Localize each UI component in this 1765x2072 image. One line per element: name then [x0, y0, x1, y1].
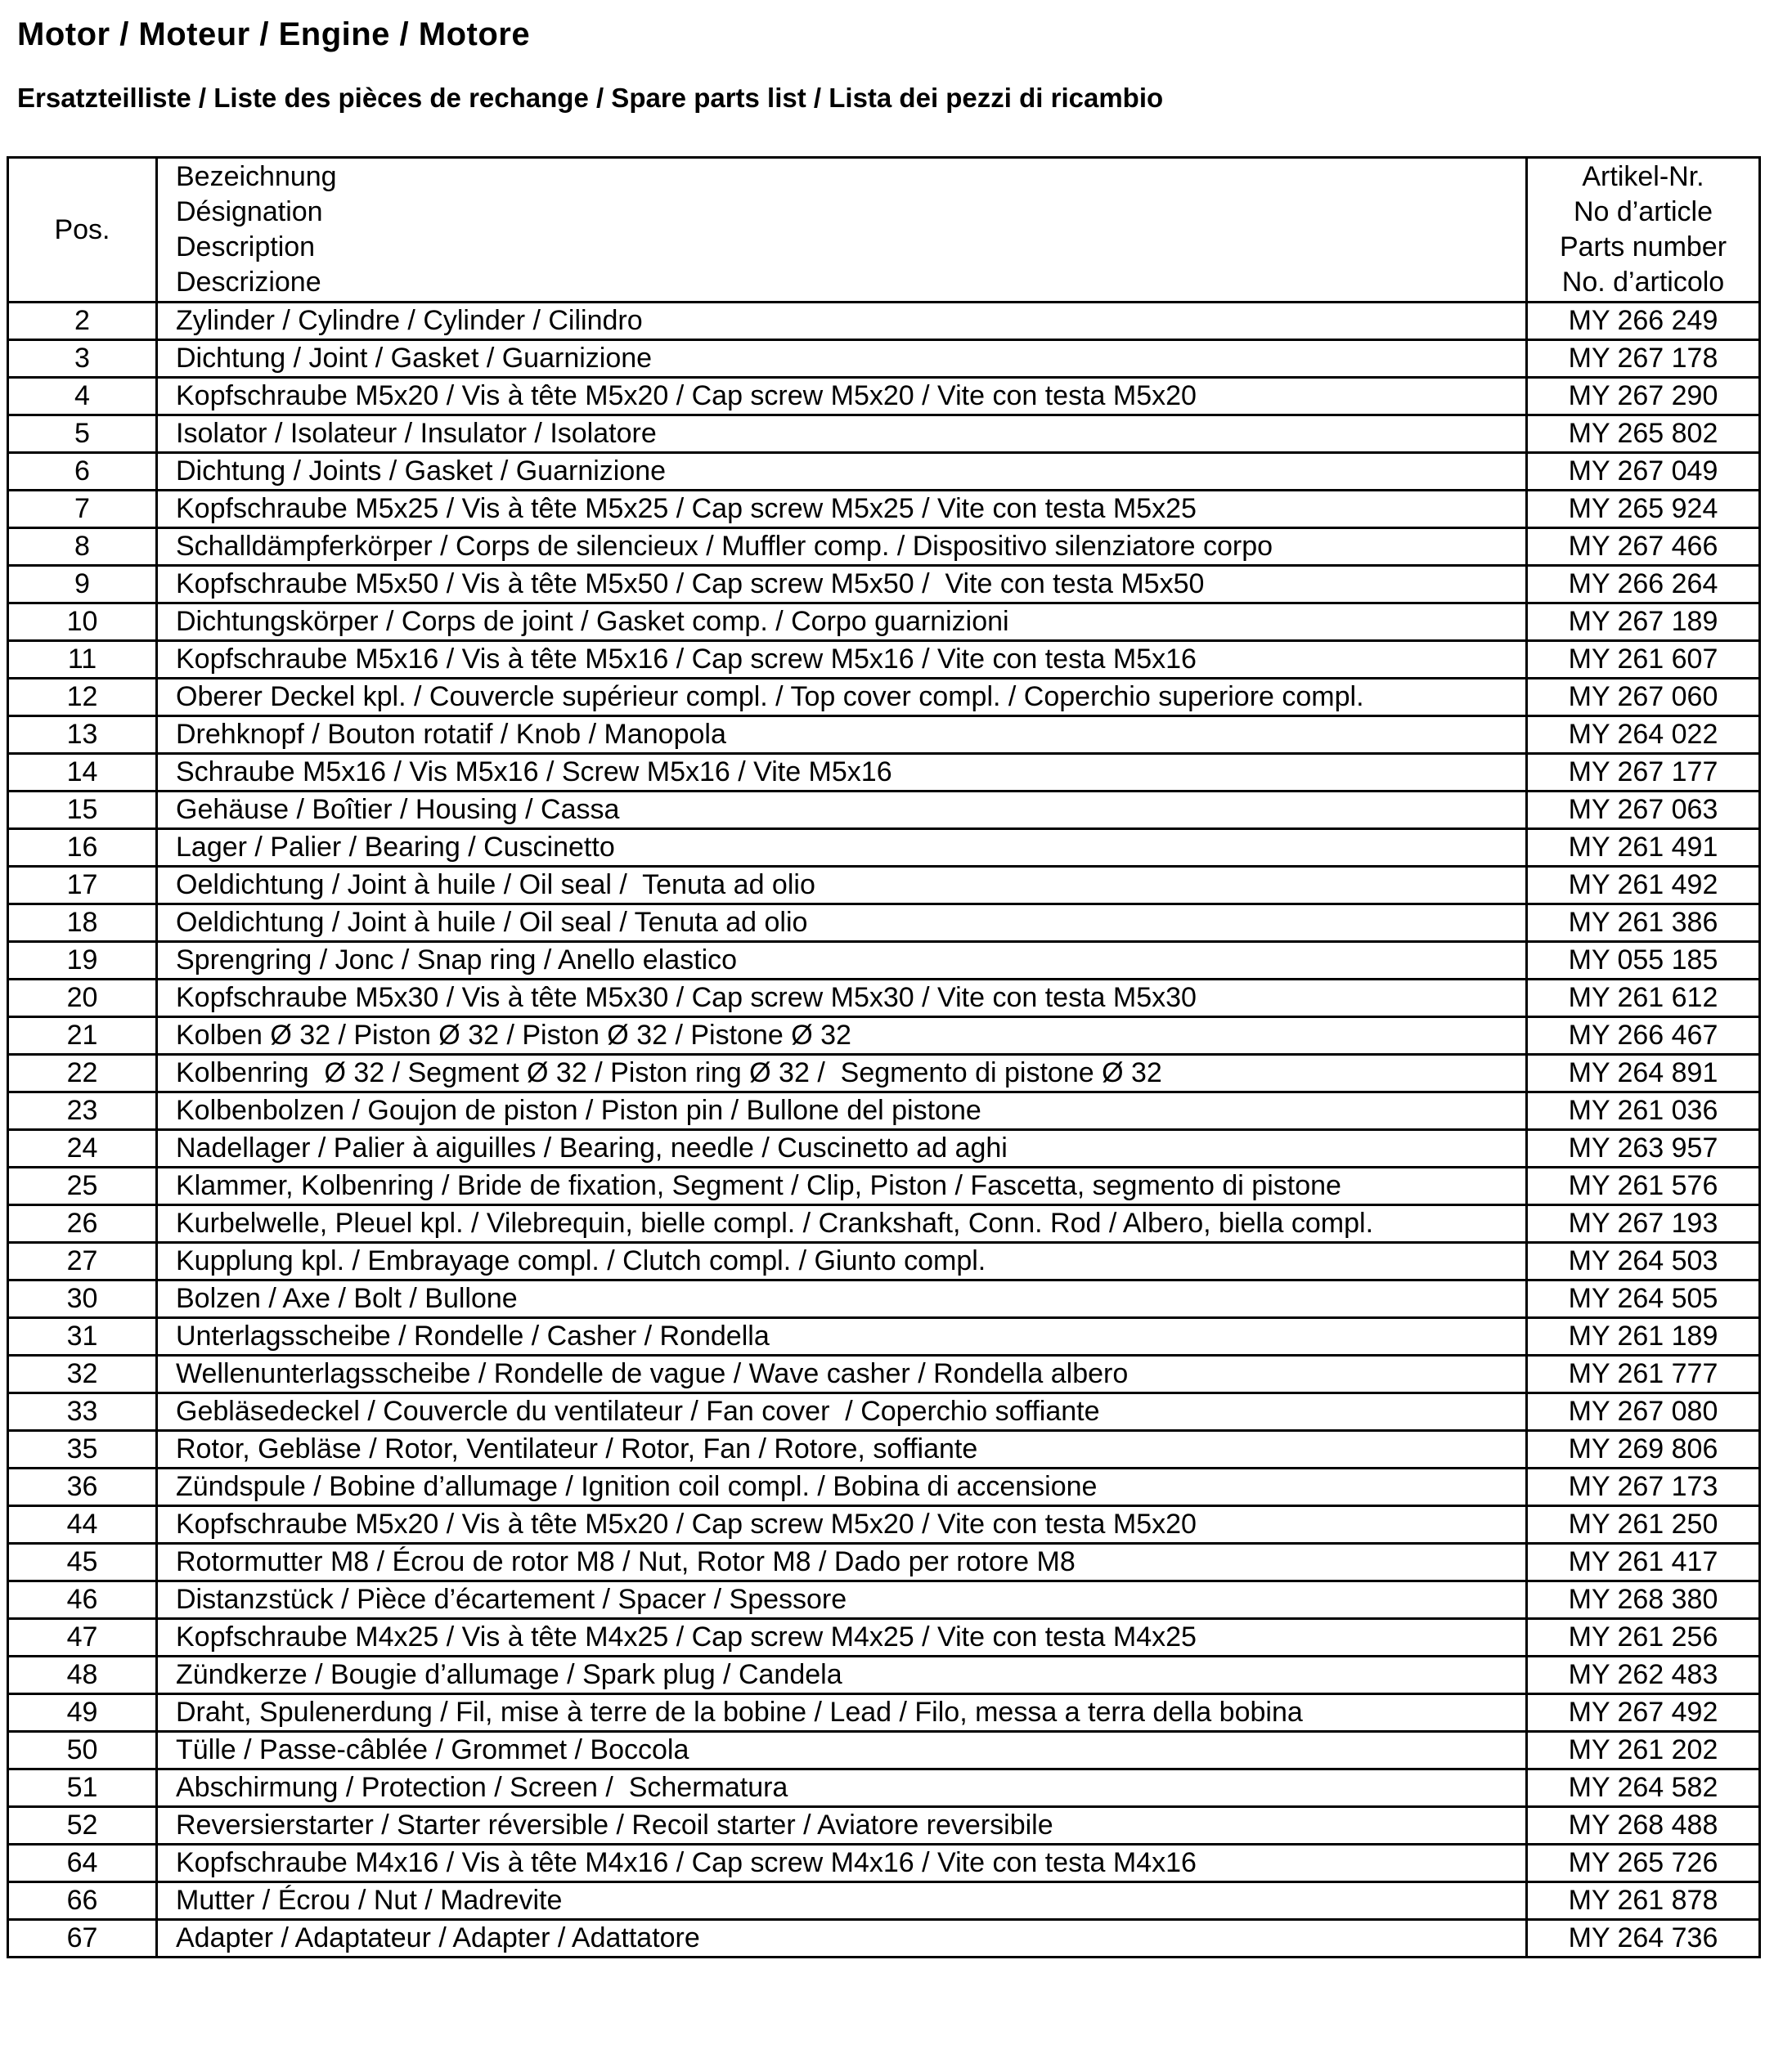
- article-cell: MY 267 466: [1527, 528, 1760, 566]
- pos-cell: 30: [8, 1280, 157, 1318]
- table-row: [8, 1657, 1760, 1694]
- article-cell: MY 266 249: [1527, 303, 1760, 340]
- description-header-line-en: Description: [176, 231, 316, 262]
- description-cell: Wellenunterlagsscheibe / Rondelle de vague / Wave casher / Rondella albero: [157, 1356, 1527, 1393]
- page-subtitle: Ersatzteilliste / Liste des pièces de rechange / Spare parts list / Lista dei pezzi di ricambio: [17, 83, 1164, 113]
- table-row: [8, 1807, 1760, 1845]
- article-cell: MY 267 178: [1527, 340, 1760, 378]
- description-cell: Kolbenring Ø 32 / Segment Ø 32 / Piston ring Ø 32 / Segmento di pistone Ø 32: [157, 1055, 1527, 1092]
- article-cell: MY 266 467: [1527, 1017, 1760, 1055]
- table-row: [8, 491, 1760, 528]
- article-cell: MY 267 173: [1527, 1469, 1760, 1506]
- pos-cell: 3: [8, 340, 157, 378]
- description-header-line-it: Descrizione: [176, 267, 321, 298]
- table-header: [8, 158, 1760, 303]
- pos-cell: 9: [8, 566, 157, 603]
- article-cell: MY 261 250: [1527, 1506, 1760, 1544]
- description-cell: Zündspule / Bobine d’allumage / Ignition coil compl. / Bobina di accensione: [157, 1469, 1527, 1506]
- table-row: [8, 1017, 1760, 1055]
- table-row: [8, 1882, 1760, 1920]
- pos-cell: 46: [8, 1581, 157, 1619]
- article-cell: MY 261 189: [1527, 1318, 1760, 1356]
- article-cell: MY 268 488: [1527, 1807, 1760, 1845]
- pos-cell: 18: [8, 904, 157, 942]
- article-cell: MY 268 380: [1527, 1581, 1760, 1619]
- article-cell: MY 261 878: [1527, 1882, 1760, 1920]
- description-cell: Dichtung / Joint / Gasket / Guarnizione: [157, 340, 1527, 378]
- description-header-line-de: Bezeichnung: [176, 161, 337, 192]
- article-cell: MY 055 185: [1527, 942, 1760, 980]
- article-header-line-en: Parts number: [1559, 231, 1727, 262]
- description-cell: Zündkerze / Bougie d’allumage / Spark plug / Candela: [157, 1657, 1527, 1694]
- description-cell: Oberer Deckel kpl. / Couvercle supérieur compl. / Top cover compl. / Coperchio superiore compl.: [157, 679, 1527, 716]
- table-row: [8, 1469, 1760, 1506]
- description-cell: Kopfschraube M5x20 / Vis à tête M5x20 / Cap screw M5x20 / Vite con testa M5x20: [157, 1506, 1527, 1544]
- description-cell: Zylinder / Cylindre / Cylinder / Cilindro: [157, 303, 1527, 340]
- description-cell: Bolzen / Axe / Bolt / Bullone: [157, 1280, 1527, 1318]
- article-cell: MY 263 957: [1527, 1130, 1760, 1168]
- pos-cell: 11: [8, 641, 157, 679]
- table-row: [8, 1318, 1760, 1356]
- parts-table-body: [8, 303, 1760, 1958]
- article-cell: MY 261 576: [1527, 1168, 1760, 1205]
- article-header-line-it: No. d’articolo: [1561, 267, 1725, 298]
- description-cell: Klammer, Kolbenring / Bride de fixation, Segment / Clip, Piston / Fascetta, segmento di pistone: [157, 1168, 1527, 1205]
- table-row: [8, 1280, 1760, 1318]
- table-row: [8, 1694, 1760, 1732]
- table-row: [8, 1732, 1760, 1769]
- article-cell: MY 267 063: [1527, 792, 1760, 829]
- table-row: [8, 1581, 1760, 1619]
- description-cell: Lager / Palier / Bearing / Cuscinetto: [157, 829, 1527, 867]
- table-row: [8, 1205, 1760, 1243]
- article-cell: MY 269 806: [1527, 1431, 1760, 1469]
- header-row: [8, 158, 1760, 303]
- article-cell: MY 264 503: [1527, 1243, 1760, 1280]
- description-cell: Abschirmung / Protection / Screen / Schermatura: [157, 1769, 1527, 1807]
- spare-parts-table: [7, 156, 1761, 1958]
- description-cell: Kopfschraube M5x16 / Vis à tête M5x16 / Cap screw M5x16 / Vite con testa M5x16: [157, 641, 1527, 679]
- description-cell: Tülle / Passe-câblée / Grommet / Boccola: [157, 1732, 1527, 1769]
- pos-cell: 25: [8, 1168, 157, 1205]
- description-cell: Kopfschraube M5x20 / Vis à tête M5x20 / Cap screw M5x20 / Vite con testa M5x20: [157, 378, 1527, 415]
- table-row: [8, 415, 1760, 453]
- description-cell: Kopfschraube M5x30 / Vis à tête M5x30 / Cap screw M5x30 / Vite con testa M5x30: [157, 980, 1527, 1017]
- description-cell: Gehäuse / Boîtier / Housing / Cassa: [157, 792, 1527, 829]
- description-header-line-fr: Désignation: [176, 196, 323, 227]
- article-cell: MY 261 417: [1527, 1544, 1760, 1581]
- pos-cell: 36: [8, 1469, 157, 1506]
- description-cell: Kupplung kpl. / Embrayage compl. / Clutch compl. / Giunto compl.: [157, 1243, 1527, 1280]
- table-row: [8, 754, 1760, 792]
- pos-cell: 20: [8, 980, 157, 1017]
- article-header-line-de: Artikel-Nr.: [1582, 161, 1704, 192]
- table-row: [8, 453, 1760, 491]
- description-cell: Adapter / Adaptateur / Adapter / Adattatore: [157, 1920, 1527, 1958]
- description-cell: Schalldämpferkörper / Corps de silencieux / Muffler comp. / Dispositivo silenziatore corpo: [157, 528, 1527, 566]
- pos-cell: 16: [8, 829, 157, 867]
- article-cell: MY 265 726: [1527, 1845, 1760, 1882]
- article-cell: MY 265 802: [1527, 415, 1760, 453]
- page-title: Motor / Moteur / Engine / Motore: [17, 16, 531, 52]
- pos-cell: 32: [8, 1356, 157, 1393]
- pos-cell: 4: [8, 378, 157, 415]
- pos-cell: 50: [8, 1732, 157, 1769]
- description-cell: Kurbelwelle, Pleuel kpl. / Vilebrequin, bielle compl. / Crankshaft, Conn. Rod / Albero, biella compl.: [157, 1205, 1527, 1243]
- article-header-line-fr: No d’article: [1573, 196, 1713, 227]
- pos-cell: 66: [8, 1882, 157, 1920]
- description-column-header: [157, 158, 1527, 303]
- table-row: [8, 829, 1760, 867]
- table-row: [8, 528, 1760, 566]
- table-row: [8, 1168, 1760, 1205]
- description-cell: Distanzstück / Pièce d’écartement / Spacer / Spessore: [157, 1581, 1527, 1619]
- table-row: [8, 1506, 1760, 1544]
- pos-cell: 49: [8, 1694, 157, 1732]
- pos-cell: 22: [8, 1055, 157, 1092]
- pos-cell: 67: [8, 1920, 157, 1958]
- description-cell: Rotormutter M8 / Écrou de rotor M8 / Nut, Rotor M8 / Dado per rotore M8: [157, 1544, 1527, 1581]
- description-cell: Kopfschraube M5x50 / Vis à tête M5x50 / Cap screw M5x50 / Vite con testa M5x50: [157, 566, 1527, 603]
- description-cell: Kopfschraube M4x16 / Vis à tête M4x16 / Cap screw M4x16 / Vite con testa M4x16: [157, 1845, 1527, 1882]
- table-row: [8, 904, 1760, 942]
- article-cell: MY 267 193: [1527, 1205, 1760, 1243]
- article-cell: MY 267 049: [1527, 453, 1760, 491]
- pos-cell: 35: [8, 1431, 157, 1469]
- pos-cell: 64: [8, 1845, 157, 1882]
- article-cell: MY 261 036: [1527, 1092, 1760, 1130]
- pos-cell: 10: [8, 603, 157, 641]
- article-cell: MY 264 736: [1527, 1920, 1760, 1958]
- description-cell: Kolbenbolzen / Goujon de piston / Piston pin / Bullone del pistone: [157, 1092, 1527, 1130]
- table-row: [8, 716, 1760, 754]
- article-cell: MY 261 777: [1527, 1356, 1760, 1393]
- table-row: [8, 1845, 1760, 1882]
- pos-cell: 5: [8, 415, 157, 453]
- pos-cell: 13: [8, 716, 157, 754]
- table-row: [8, 1130, 1760, 1168]
- table-row: [8, 792, 1760, 829]
- pos-cell: 19: [8, 942, 157, 980]
- table-row: [8, 566, 1760, 603]
- table-row: [8, 641, 1760, 679]
- pos-cell: 6: [8, 453, 157, 491]
- pos-cell: 47: [8, 1619, 157, 1657]
- pos-cell: 51: [8, 1769, 157, 1807]
- description-cell: Drehknopf / Bouton rotatif / Knob / Manopola: [157, 716, 1527, 754]
- article-cell: MY 265 924: [1527, 491, 1760, 528]
- article-cell: MY 267 080: [1527, 1393, 1760, 1431]
- article-cell: MY 264 582: [1527, 1769, 1760, 1807]
- pos-cell: 15: [8, 792, 157, 829]
- description-cell: Kopfschraube M5x25 / Vis à tête M5x25 / Cap screw M5x25 / Vite con testa M5x25: [157, 491, 1527, 528]
- description-cell: Mutter / Écrou / Nut / Madrevite: [157, 1882, 1527, 1920]
- table-row: [8, 378, 1760, 415]
- description-cell: Dichtung / Joints / Gasket / Guarnizione: [157, 453, 1527, 491]
- article-cell: MY 261 607: [1527, 641, 1760, 679]
- pos-column-header: Pos.: [8, 158, 157, 303]
- pos-cell: 8: [8, 528, 157, 566]
- article-cell: MY 267 189: [1527, 603, 1760, 641]
- table-row: [8, 1243, 1760, 1280]
- pos-cell: 24: [8, 1130, 157, 1168]
- pos-cell: 45: [8, 1544, 157, 1581]
- table-row: [8, 1393, 1760, 1431]
- pos-cell: 14: [8, 754, 157, 792]
- table-row: [8, 1356, 1760, 1393]
- table-row: [8, 1055, 1760, 1092]
- description-cell: Schraube M5x16 / Vis M5x16 / Screw M5x16 / Vite M5x16: [157, 754, 1527, 792]
- article-cell: MY 261 386: [1527, 904, 1760, 942]
- pos-cell: 52: [8, 1807, 157, 1845]
- description-cell: Oeldichtung / Joint à huile / Oil seal / Tenuta ad olio: [157, 904, 1527, 942]
- pos-cell: 7: [8, 491, 157, 528]
- article-cell: MY 267 177: [1527, 754, 1760, 792]
- description-cell: Rotor, Gebläse / Rotor, Ventilateur / Rotor, Fan / Rotore, soffiante: [157, 1431, 1527, 1469]
- description-cell: Kolben Ø 32 / Piston Ø 32 / Piston Ø 32 / Pistone Ø 32: [157, 1017, 1527, 1055]
- description-cell: Oeldichtung / Joint à huile / Oil seal / Tenuta ad olio: [157, 867, 1527, 904]
- article-cell: MY 261 202: [1527, 1732, 1760, 1769]
- pos-cell: 2: [8, 303, 157, 340]
- pos-cell: 33: [8, 1393, 157, 1431]
- description-cell: Reversierstarter / Starter réversible / Recoil starter / Aviatore reversibile: [157, 1807, 1527, 1845]
- article-cell: MY 266 264: [1527, 566, 1760, 603]
- table-row: [8, 303, 1760, 340]
- article-cell: MY 267 290: [1527, 378, 1760, 415]
- article-cell: MY 261 256: [1527, 1619, 1760, 1657]
- description-cell: Nadellager / Palier à aiguilles / Bearing, needle / Cuscinetto ad aghi: [157, 1130, 1527, 1168]
- description-cell: Isolator / Isolateur / Insulator / Isolatore: [157, 415, 1527, 453]
- pos-cell: 17: [8, 867, 157, 904]
- article-cell: MY 264 505: [1527, 1280, 1760, 1318]
- article-cell: MY 261 491: [1527, 829, 1760, 867]
- description-cell: Gebläsedeckel / Couvercle du ventilateur / Fan cover / Coperchio soffiante: [157, 1393, 1527, 1431]
- table-row: [8, 679, 1760, 716]
- table-row: [8, 340, 1760, 378]
- pos-cell: 12: [8, 679, 157, 716]
- table-row: [8, 1092, 1760, 1130]
- pos-cell: 31: [8, 1318, 157, 1356]
- article-cell: MY 267 492: [1527, 1694, 1760, 1732]
- table-row: [8, 1544, 1760, 1581]
- description-cell: Draht, Spulenerdung / Fil, mise à terre de la bobine / Lead / Filo, messa a terra della bobina: [157, 1694, 1527, 1732]
- article-cell: MY 261 492: [1527, 867, 1760, 904]
- pos-cell: 26: [8, 1205, 157, 1243]
- article-column-header: [1527, 158, 1760, 303]
- table-row: [8, 867, 1760, 904]
- article-cell: MY 264 022: [1527, 716, 1760, 754]
- description-cell: Unterlagsscheibe / Rondelle / Casher / Rondella: [157, 1318, 1527, 1356]
- pos-cell: 21: [8, 1017, 157, 1055]
- article-cell: MY 264 891: [1527, 1055, 1760, 1092]
- pos-cell: 48: [8, 1657, 157, 1694]
- description-cell: Dichtungskörper / Corps de joint / Gasket comp. / Corpo guarnizioni: [157, 603, 1527, 641]
- table-row: [8, 942, 1760, 980]
- article-cell: MY 262 483: [1527, 1657, 1760, 1694]
- table-row: [8, 1920, 1760, 1958]
- pos-cell: 23: [8, 1092, 157, 1130]
- pos-cell: 44: [8, 1506, 157, 1544]
- table-row: [8, 980, 1760, 1017]
- article-cell: MY 267 060: [1527, 679, 1760, 716]
- description-cell: Kopfschraube M4x25 / Vis à tête M4x25 / Cap screw M4x25 / Vite con testa M4x25: [157, 1619, 1527, 1657]
- pos-cell: 27: [8, 1243, 157, 1280]
- description-cell: Sprengring / Jonc / Snap ring / Anello elastico: [157, 942, 1527, 980]
- article-cell: MY 261 612: [1527, 980, 1760, 1017]
- table-row: [8, 1619, 1760, 1657]
- table-row: [8, 603, 1760, 641]
- table-row: [8, 1769, 1760, 1807]
- table-row: [8, 1431, 1760, 1469]
